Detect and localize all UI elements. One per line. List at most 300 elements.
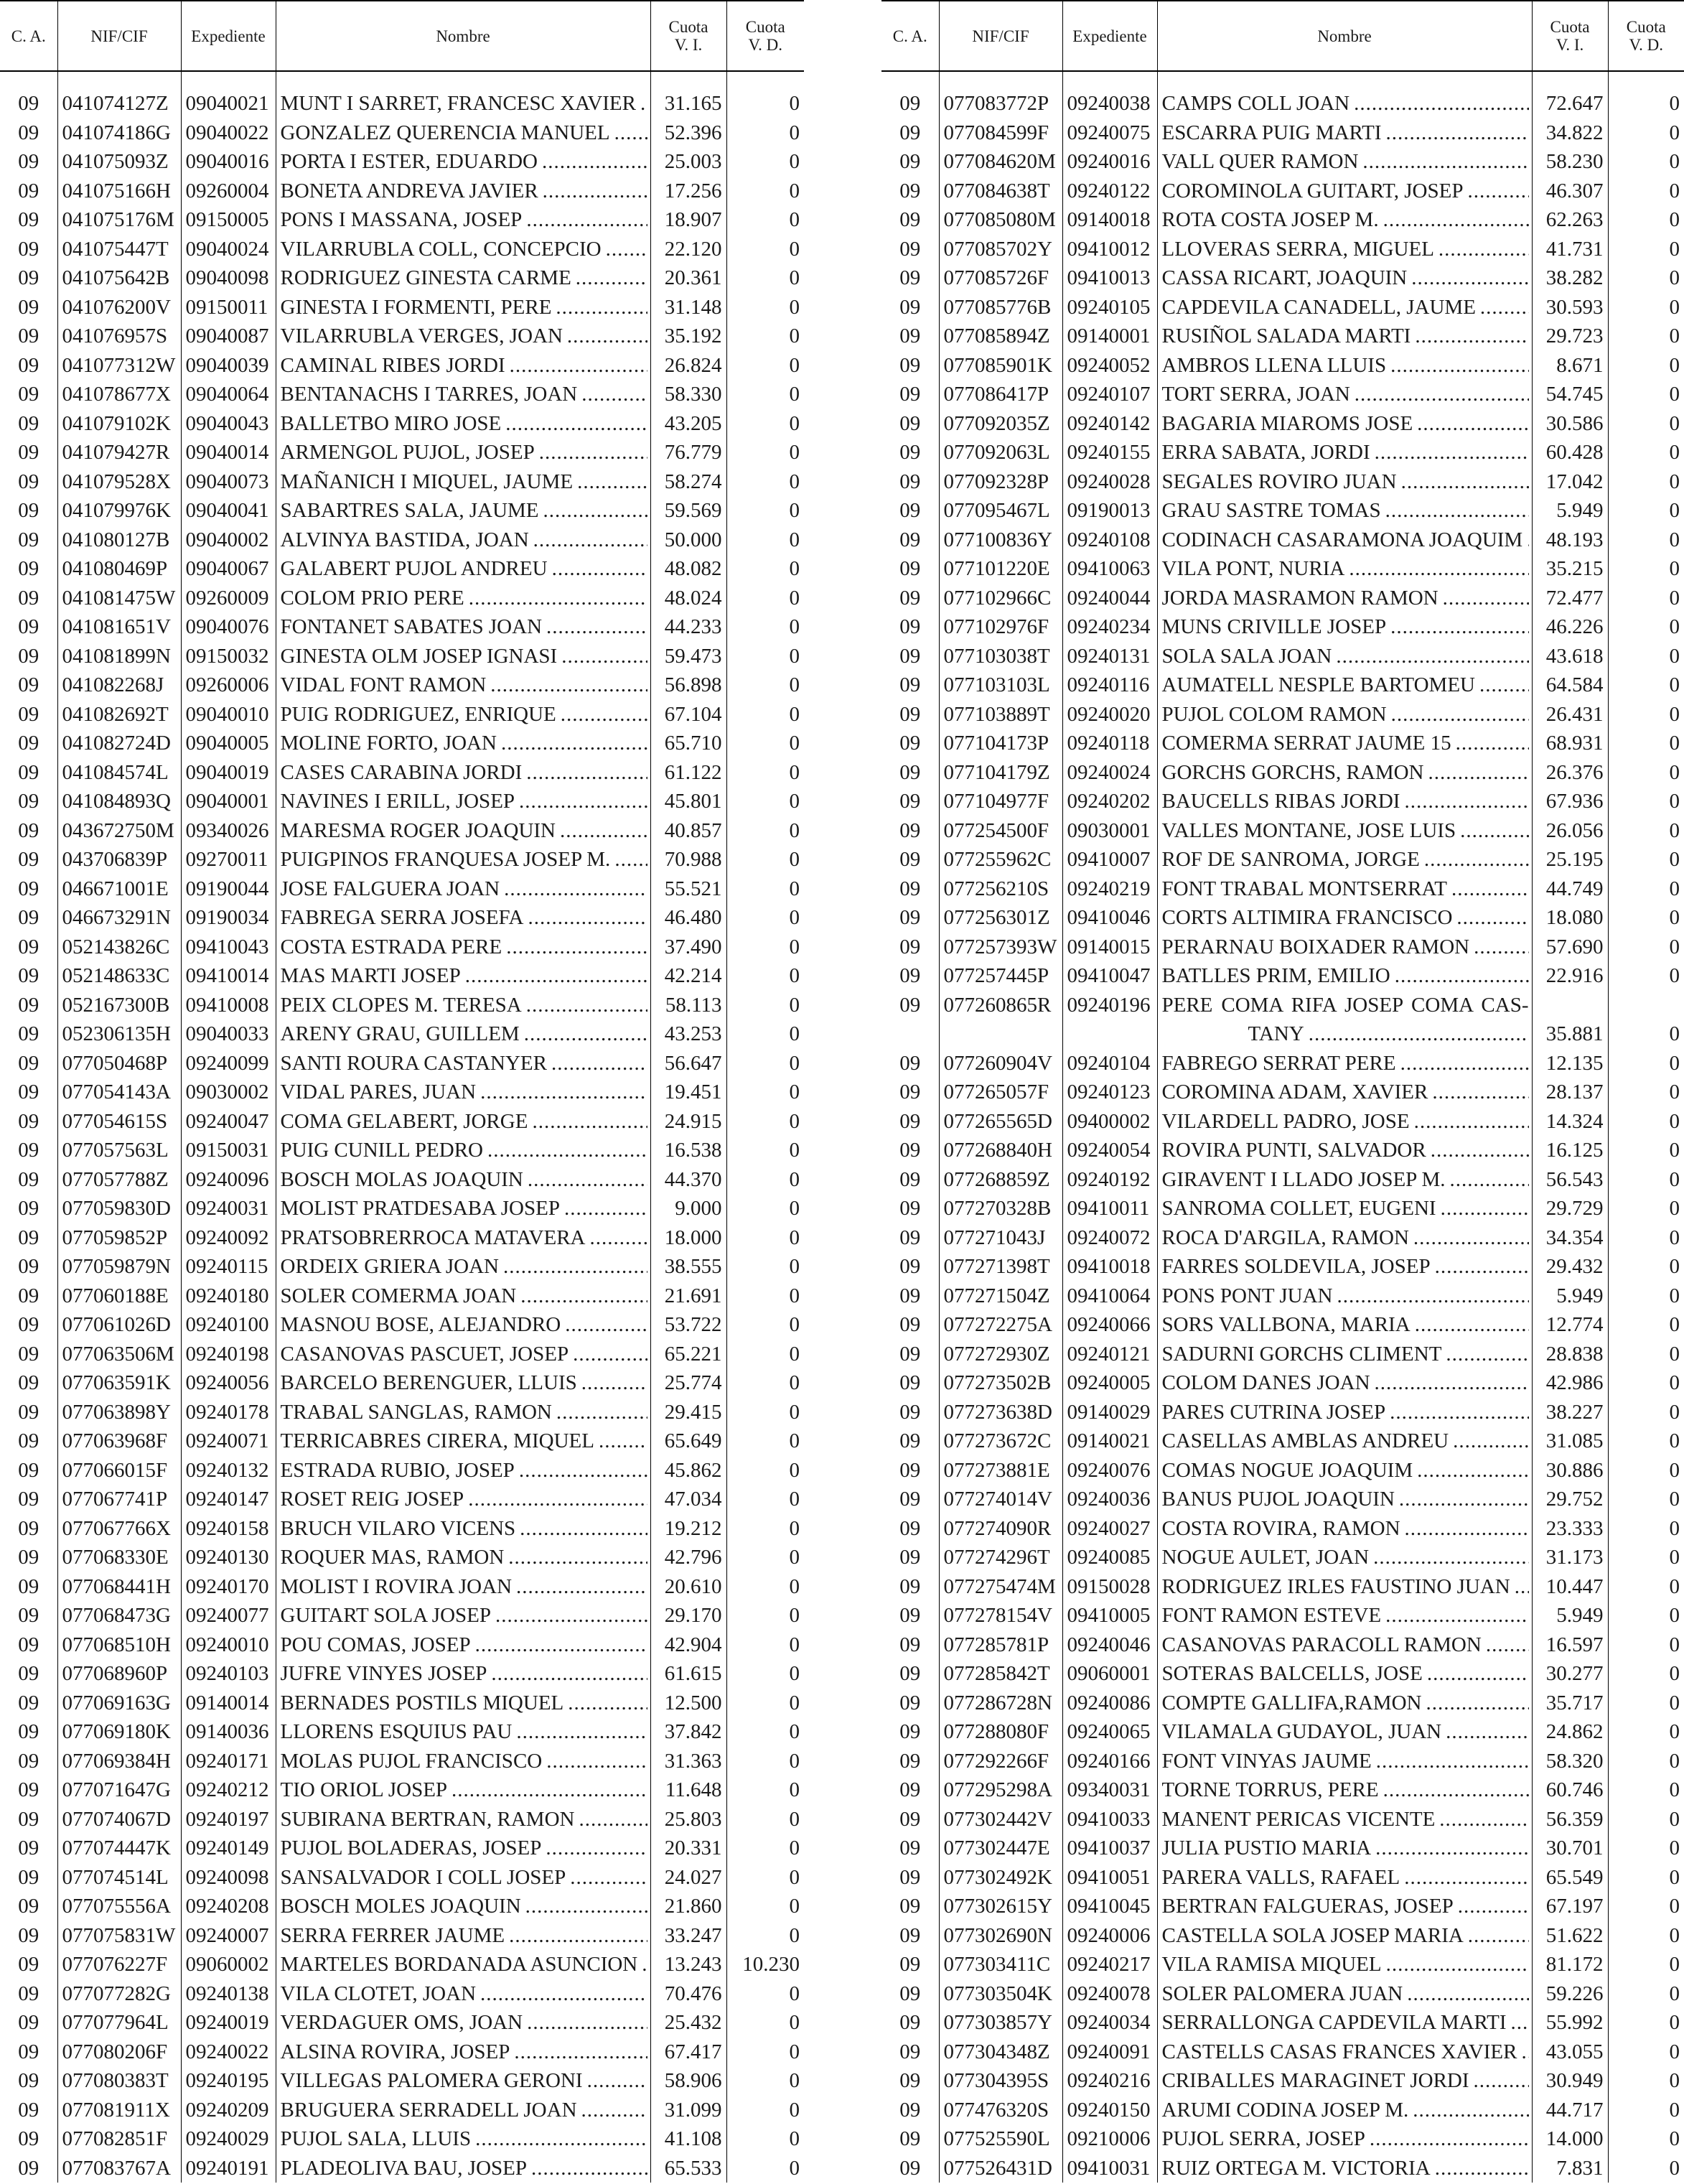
cell-ca: 09 <box>899 557 921 580</box>
cell-ca: 09 <box>899 586 921 610</box>
cell-cuota-vi: 18.000 <box>650 1223 726 1253</box>
cell-ca: 09 <box>899 92 921 115</box>
nombre-wrapper <box>1162 1368 1529 1398</box>
cell-ca: 09 <box>18 1923 39 1947</box>
cell-cuota-vd: 0 <box>726 263 804 293</box>
nombre-text: JOSE FALGUERA JOAN <box>280 877 500 900</box>
header-cuota-vd: Cuota V. D. <box>726 1 804 71</box>
cell-ca: 09 <box>18 586 39 610</box>
cell-cuota-vi: 50.000 <box>650 526 726 555</box>
dot-leader <box>1375 1368 1529 1398</box>
cell-nombre <box>276 1310 650 1340</box>
cell-nif: 077270328B <box>939 1194 1062 1223</box>
nombre-wrapper <box>281 467 647 497</box>
table-row <box>881 1747 1684 1776</box>
nombre-text: SERRALLONGA CAPDEVILA MARTI <box>1161 2011 1507 2034</box>
nombre-text: GONZALEZ QUERENCIA MANUEL <box>280 121 610 144</box>
dot-leader <box>1443 584 1529 613</box>
cell-nif: 077265565D <box>939 1107 1062 1137</box>
cell-cuota-vd: 0 <box>1608 1747 1684 1776</box>
cell-cuota-vi: 18.080 <box>1532 903 1608 933</box>
table-row <box>881 1950 1684 1979</box>
nombre-text: AUMATELL NESPLE BARTOMEU <box>1161 673 1475 696</box>
nombre-text: VILA CLOTET, JOAN <box>280 1982 477 2005</box>
cell-expediente: 09240096 <box>181 1165 276 1195</box>
nombre-wrapper <box>1162 1136 1529 1165</box>
cell-cuota-vi: 59.473 <box>650 642 726 671</box>
table-row <box>881 903 1684 933</box>
dot-leader <box>1468 1921 1529 1951</box>
cell-cuota-vd: 0 <box>726 903 804 933</box>
cell-ca: 09 <box>899 993 921 1017</box>
cell-ca: 09 <box>18 92 39 115</box>
cell-nif: 041074127Z <box>57 89 181 118</box>
nombre-text: FABREGO SERRAT PERE <box>1161 1051 1396 1075</box>
cell-ca: 09 <box>18 732 39 755</box>
cell-nombre <box>1157 903 1532 933</box>
nombre-wrapper <box>1162 438 1529 467</box>
cell-nombre <box>276 933 650 962</box>
cell-nombre <box>276 1485 650 1514</box>
cell-expediente: 09140014 <box>181 1689 276 1718</box>
cell-expediente: 09060001 <box>1062 1659 1157 1689</box>
cell-ca: 09 <box>899 1604 921 1627</box>
cell-ca: 09 <box>18 2098 39 2122</box>
cell-nif: 077085080M <box>939 205 1062 235</box>
dot-leader <box>552 554 647 584</box>
cell-cuota-vi: 41.108 <box>650 2124 726 2154</box>
cell-nif: 052148633C <box>57 961 181 991</box>
nombre-text: TORNE TORRUS, PERE <box>1161 1778 1379 1801</box>
nombre-wrapper <box>1162 729 1529 758</box>
cell-ca: 09 <box>899 732 921 755</box>
dot-leader <box>532 1107 647 1137</box>
dot-leader <box>475 2124 647 2154</box>
cell-expediente: 09240028 <box>1062 467 1157 497</box>
cell-cuota-vd: 0 <box>1608 874 1684 904</box>
cell-cuota-vd: 0 <box>1608 1485 1684 1514</box>
dot-leader <box>465 961 647 991</box>
cell-nombre <box>1157 758 1532 788</box>
dot-leader <box>516 1717 647 1747</box>
cell-cuota-vd: 0 <box>1608 1950 1684 1979</box>
cell-nif: 077069163G <box>57 1689 181 1718</box>
cell-nif: 077074067D <box>57 1805 181 1834</box>
nombre-text: FONT TRABAL MONTSERRAT <box>1161 877 1447 900</box>
cell-ca: 09 <box>899 1633 921 1656</box>
table-row <box>0 293 804 322</box>
cell-expediente: 09240046 <box>1062 1630 1157 1660</box>
cell-cuota-vi: 29.729 <box>1532 1194 1608 1223</box>
table-row <box>881 438 1684 467</box>
cell-expediente: 09040001 <box>181 787 276 816</box>
nombre-text: ROSET REIG JOSEP <box>280 1488 464 1511</box>
cell-cuota-vd: 0 <box>726 1921 804 1951</box>
cell-nombre <box>1157 526 1532 555</box>
cell-expediente: 09240076 <box>1062 1456 1157 1485</box>
cell-expediente: 09240209 <box>181 2096 276 2125</box>
cell-nombre <box>1157 147 1532 177</box>
cell-nombre <box>276 1078 650 1107</box>
dot-leader <box>505 409 647 439</box>
cell-cuota-vd: 0 <box>1608 1921 1684 1951</box>
cell-cuota-vi: 58.906 <box>650 2066 726 2096</box>
nombre-text: SORS VALLBONA, MARIA <box>1161 1313 1411 1336</box>
nombre-wrapper <box>1162 2096 1529 2125</box>
dot-leader <box>503 1252 647 1282</box>
cell-ca: 09 <box>899 1488 921 1511</box>
cell-cuota-vi: 28.838 <box>1532 1340 1608 1369</box>
cell-nif: 077068473G <box>57 1601 181 1630</box>
cell-nombre <box>276 816 650 846</box>
cell-ca: 09 <box>899 848 921 871</box>
nombre-text: TIO ORIOL JOSEP <box>280 1778 448 1801</box>
nombre-text: PARERA VALLS, RAFAEL <box>1161 1865 1400 1889</box>
nombre-wrapper <box>1162 1630 1529 1660</box>
table-row <box>881 1630 1684 1660</box>
cell-expediente: 09040002 <box>181 526 276 555</box>
table-row <box>881 118 1684 148</box>
dot-leader <box>1441 1194 1529 1223</box>
dot-leader <box>1417 409 1528 439</box>
header-cuota-vd: Cuota V. D. <box>1608 1 1684 71</box>
table-row <box>0 700 804 729</box>
nombre-text: COSTA ESTRADA PERE <box>280 935 502 958</box>
cell-nif: 077092063L <box>939 438 1062 467</box>
table-row <box>881 816 1684 846</box>
nombre-text: COMERMA SERRAT JAUME 15 <box>1161 732 1451 755</box>
table-row <box>881 584 1684 613</box>
nombre-text: SANROMA COLLET, EUGENI <box>1161 1197 1436 1220</box>
cell-expediente: 09240006 <box>1062 1921 1157 1951</box>
cell-cuota-vi: 30.593 <box>1532 293 1608 322</box>
cell-nif: 041082692T <box>57 700 181 729</box>
cell-expediente: 09240027 <box>1062 1514 1157 1544</box>
nombre-text: VILARRUBLA VERGES, JOAN <box>280 325 563 347</box>
header-cuota-vi: Cuota V. I. <box>650 1 726 71</box>
dot-leader <box>508 1543 647 1572</box>
cell-cuota-vi: 56.359 <box>1532 1805 1608 1834</box>
header-nombre: Nombre <box>1157 1 1532 71</box>
cell-cuota-vi: 21.691 <box>650 1282 726 1311</box>
nombre-text: BANUS PUJOL JOAQUIN <box>1161 1488 1395 1511</box>
table-row <box>0 816 804 846</box>
cell-expediente: 09040010 <box>181 700 276 729</box>
cell-expediente: 09240171 <box>181 1747 276 1776</box>
cell-ca: 09 <box>18 1807 39 1831</box>
cell-nif: 077102976F <box>939 612 1062 642</box>
table-row <box>0 903 804 933</box>
cell-nombre <box>1157 1834 1532 1863</box>
cell-cuota-vi: 5.949 <box>1532 1282 1608 1311</box>
table-row <box>0 205 804 235</box>
cell-cuota-vi: 56.543 <box>1532 1165 1608 1195</box>
dot-leader <box>542 147 647 177</box>
dot-leader <box>642 1950 647 1979</box>
nombre-wrapper <box>281 1107 647 1137</box>
table-row <box>881 147 1684 177</box>
cell-ca: 09 <box>899 1255 921 1278</box>
cell-expediente: 09040021 <box>181 89 276 118</box>
cell-ca: 09 <box>899 818 921 842</box>
cell-ca: 09 <box>899 1081 921 1103</box>
cell-cuota-vd: 0 <box>1608 961 1684 991</box>
cell-expediente: 09260006 <box>181 671 276 700</box>
dot-leader <box>1411 263 1528 293</box>
cell-cuota-vi: 43.205 <box>650 409 726 439</box>
cell-cuota-vd: 0 <box>1608 409 1684 439</box>
cell-expediente: 09240170 <box>181 1572 276 1602</box>
cell-ca: 09 <box>899 1167 921 1191</box>
cell-ca: 09 <box>899 1691 921 1714</box>
cell-cuota-vd: 0 <box>1608 147 1684 177</box>
left-table <box>0 0 804 2183</box>
nombre-wrapper <box>281 2038 647 2067</box>
table-row <box>0 1049 804 1078</box>
cell-cuota-vd: 0 <box>726 787 804 816</box>
cell-cuota-vi: 25.432 <box>650 2008 726 2038</box>
cell-ca: 09 <box>899 470 921 493</box>
nombre-text: VALL QUER RAMON <box>1161 150 1359 173</box>
dot-leader <box>1405 1514 1529 1544</box>
dot-leader <box>501 729 647 758</box>
cell-cuota-vd: 0 <box>1608 2124 1684 2154</box>
cell-nif: 077085726F <box>939 263 1062 293</box>
nombre-wrapper <box>1162 787 1529 816</box>
table-row <box>881 1194 1684 1223</box>
cell-expediente: 09240219 <box>1062 874 1157 904</box>
cell-cuota-vd: 0 <box>1608 1427 1684 1456</box>
cell-cuota-vi: 19.212 <box>650 1514 726 1544</box>
table-row <box>881 1834 1684 1863</box>
table-row <box>881 1485 1684 1514</box>
nombre-wrapper <box>1162 89 1529 118</box>
cell-cuota-vd: 0 <box>726 1019 804 1049</box>
cell-expediente: 09240098 <box>181 1863 276 1893</box>
cell-cuota-vd: 0 <box>726 584 804 613</box>
nombre-wrapper <box>1162 1485 1529 1514</box>
table-row <box>881 1717 1684 1747</box>
nombre-text: COLOM DANES JOAN <box>1161 1371 1370 1394</box>
cell-cuota-vi: 25.803 <box>650 1805 726 1834</box>
cell-nif: 077274296T <box>939 1543 1062 1572</box>
nombre-wrapper <box>281 1194 647 1223</box>
cell-cuota-vi: 5.949 <box>1532 1601 1608 1630</box>
cell-ca: 09 <box>18 2069 39 2092</box>
cell-ca: 09 <box>18 615 39 638</box>
table-row <box>0 2124 804 2154</box>
cell-cuota-vi: 70.988 <box>650 845 726 874</box>
nombre-wrapper <box>281 89 647 118</box>
cell-cuota-vd: 0 <box>1608 438 1684 467</box>
cell-ca: 09 <box>899 1458 921 1482</box>
table-row <box>0 1136 804 1165</box>
cell-cuota-vd: 0 <box>726 2066 804 2096</box>
cell-cuota-vd: 0 <box>726 496 804 526</box>
cell-cuota-vd: 0 <box>726 438 804 467</box>
cell-cuota-vi: 31.165 <box>650 89 726 118</box>
nombre-wrapper <box>281 671 647 700</box>
cell-expediente: 09240085 <box>1062 1543 1157 1572</box>
right-table-wrapped <box>881 991 1684 1049</box>
table-row <box>0 1892 804 1921</box>
cell-cuota-vi: 25.195 <box>1532 845 1608 874</box>
table-row <box>881 1979 1684 2009</box>
cell-ca: 09 <box>899 325 921 347</box>
cell-cuota-vd: 0 <box>726 1747 804 1776</box>
nombre-text: RUIZ ORTEGA M. VICTORIA <box>1161 2156 1431 2180</box>
cell-ca: 09 <box>899 906 921 929</box>
cell-cuota-vd: 0 <box>1608 584 1684 613</box>
nombre-wrapper <box>1162 612 1529 642</box>
nombre-text: MAÑANICH I MIQUEL, JAUME <box>280 470 574 493</box>
cell-nif: 052167300B <box>57 991 181 1020</box>
nombre-wrapper <box>1162 961 1529 991</box>
cell-nombre <box>1157 584 1532 613</box>
table-row <box>0 612 804 642</box>
cell-cuota-vd: 0 <box>1608 1601 1684 1630</box>
nombre-text: PUJOL SERRA, JOSEP <box>1161 2127 1365 2150</box>
cell-ca: 09 <box>18 1313 39 1336</box>
cell-ca: 09 <box>18 1574 39 1598</box>
table-row <box>881 2066 1684 2096</box>
cell-ca: 09 <box>899 353 921 377</box>
cell-cuota-vd: 0 <box>726 1805 804 1834</box>
nombre-text: BERTRAN FALGUERAS, JOSEP <box>1161 1895 1454 1918</box>
nombre-wrapper <box>281 903 647 933</box>
cell-expediente: 09030002 <box>181 1078 276 1107</box>
cell-nif: 077275474M <box>939 1572 1062 1602</box>
nombre-wrapper <box>281 1514 647 1544</box>
cell-nombre <box>276 1921 650 1951</box>
cell-cuota-vi: 44.233 <box>650 612 726 642</box>
cell-cuota-vi: 81.172 <box>1532 1950 1608 1979</box>
cell-cuota-vd: 0 <box>726 642 804 671</box>
cell-cuota-vi: 70.476 <box>650 1979 726 2009</box>
cell-expediente: 09240130 <box>181 1543 276 1572</box>
cell-nif: 077268840H <box>939 1136 1062 1165</box>
cell-ca: 09 <box>899 1778 921 1801</box>
table-row <box>881 351 1684 381</box>
cell-cuota-vd: 0 <box>726 89 804 118</box>
cell-ca: 09 <box>18 1051 39 1075</box>
dot-leader <box>1362 147 1528 177</box>
cell-nombre <box>276 2008 650 2038</box>
table-row <box>0 1601 804 1630</box>
dot-leader <box>1385 1601 1528 1630</box>
dot-leader <box>565 1310 647 1340</box>
table-row <box>0 467 804 497</box>
dot-leader <box>487 1136 647 1165</box>
cell-nif: 077271398T <box>939 1252 1062 1282</box>
nombre-text: TORT SERRA, JOAN <box>1161 383 1350 406</box>
nombre-wrapper <box>1162 293 1529 322</box>
dot-leader <box>1401 467 1529 497</box>
table-row <box>881 1892 1684 1921</box>
nombre-text: JULIA PUSTIO MARIA <box>1161 1837 1372 1859</box>
nombre-text: PRATSOBRERROCA MATAVERA <box>280 1226 586 1249</box>
cell-nombre <box>276 2154 650 2183</box>
table-row <box>0 1747 804 1776</box>
cell-cuota-vi: 25.774 <box>650 1368 726 1398</box>
cell-cuota-vd: 0 <box>726 729 804 758</box>
cell-cuota-vd: 0 <box>726 2124 804 2154</box>
table-row <box>0 554 804 584</box>
dot-leader <box>525 1892 647 1921</box>
nombre-wrapper <box>1162 1659 1529 1689</box>
cell-cuota-vd: 0 <box>1608 1979 1684 2009</box>
cell-ca: 09 <box>18 1022 39 1045</box>
nombre-wrapper <box>1162 467 1529 497</box>
cell-nombre <box>1157 1485 1532 1514</box>
cell-cuota-vi: 29.415 <box>650 1398 726 1427</box>
cell-cuota-vi: 60.746 <box>1532 1775 1608 1805</box>
cell-expediente: 09150028 <box>1062 1572 1157 1602</box>
right-header-row <box>881 1 1684 71</box>
nombre-wrapper <box>281 1282 647 1311</box>
cell-cuota-vd: 0 <box>726 1775 804 1805</box>
table-row <box>0 1717 804 1747</box>
cell-nombre <box>276 1689 650 1718</box>
cell-nif: 077303411C <box>939 1950 1062 1979</box>
cell-nombre <box>276 1834 650 1863</box>
cell-nombre <box>276 2096 650 2125</box>
cell-cuota-vi: 29.723 <box>1532 322 1608 351</box>
cell-cuota-vd: 0 <box>1608 816 1684 846</box>
cell-nombre <box>276 1049 650 1078</box>
header-nif: NIF/CIF <box>939 1 1062 71</box>
cell-ca: 09 <box>899 2069 921 2092</box>
nombre-text: CORTS ALTIMIRA FRANCISCO <box>1161 906 1453 929</box>
cell-ca: 09 <box>899 1807 921 1831</box>
cell-expediente: 09240191 <box>181 2154 276 2183</box>
cell-ca: 09 <box>18 1837 39 1859</box>
nombre-wrapper <box>1162 1805 1529 1834</box>
nombre-wrapper <box>281 1019 647 1049</box>
cell-nombre <box>276 293 650 322</box>
cell-expediente: 09260004 <box>181 177 276 206</box>
table-row <box>881 1921 1684 1951</box>
nombre-wrapper <box>281 1456 647 1485</box>
nombre-line-1: PERE COMA RIFA JOSEP COMA CAS- <box>1161 993 1529 1017</box>
nombre-wrapper <box>1162 933 1529 962</box>
table-row <box>0 1572 804 1602</box>
cell-nif: 077069180K <box>57 1717 181 1747</box>
table-row <box>0 526 804 555</box>
cell-cuota-vd: 0 <box>726 1368 804 1398</box>
cell-ca: 09 <box>18 935 39 958</box>
right-table <box>881 0 1684 2183</box>
cell-nif: 041078677X <box>57 380 181 409</box>
cell-cuota-vd: 0 <box>1608 177 1684 206</box>
cell-nif: 041077312W <box>57 351 181 381</box>
dot-leader <box>1386 1950 1529 1979</box>
table-row <box>881 1049 1684 1078</box>
cell-nif: 077303504K <box>939 1979 1062 2009</box>
cell-cuota-vi: 9.000 <box>650 1194 726 1223</box>
dot-leader <box>1386 118 1529 148</box>
cell-cuota-vd: 0 <box>1608 1136 1684 1165</box>
cell-cuota-vi: 5.949 <box>1532 496 1608 526</box>
cell-expediente: 09240123 <box>1062 1078 1157 1107</box>
nombre-text: SUBIRANA BERTRAN, RAMON <box>280 1807 575 1831</box>
cell-cuota-vd: 0 <box>1608 700 1684 729</box>
cell-nif: 077103103L <box>939 671 1062 700</box>
dot-leader <box>539 438 647 467</box>
cell-nif: 041080469P <box>57 554 181 584</box>
cell-nombre <box>1157 438 1532 467</box>
nombre-wrapper <box>281 1863 647 1893</box>
